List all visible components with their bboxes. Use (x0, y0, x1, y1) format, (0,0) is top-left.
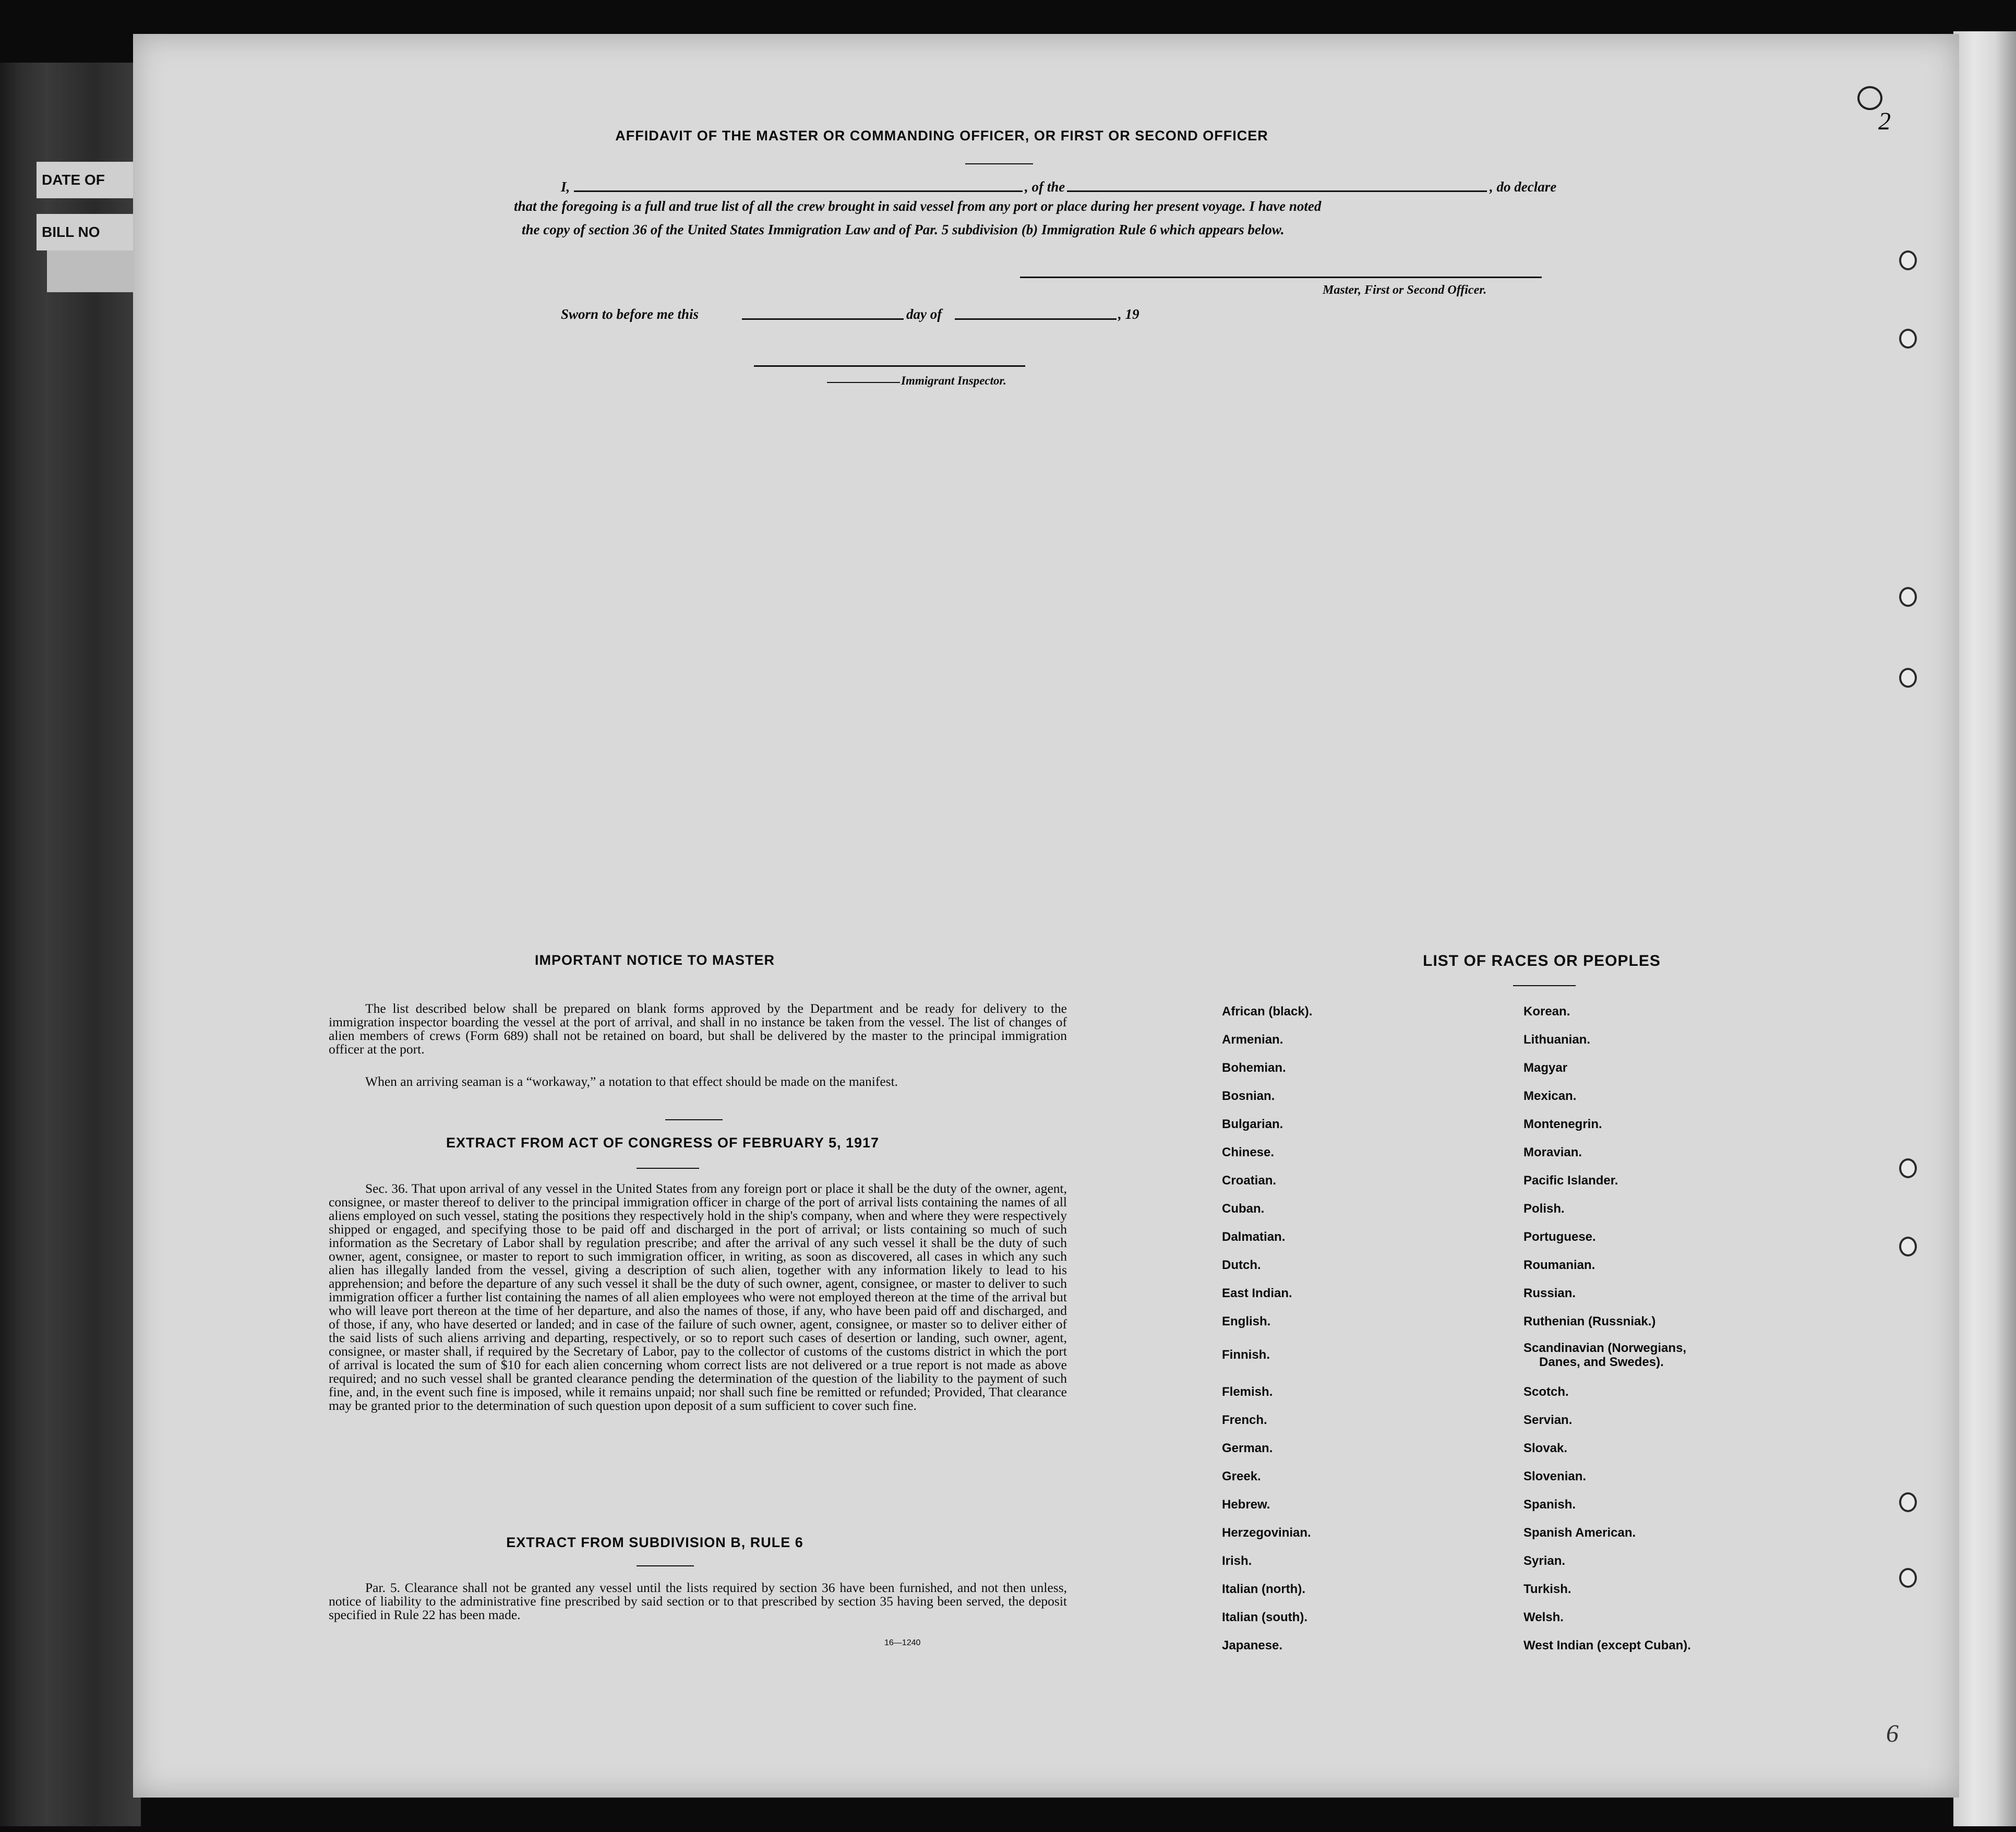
race-item: Spanish American. (1523, 1526, 1636, 1540)
race-item: Irish. (1222, 1554, 1252, 1568)
race-item: Pacific Islander. (1523, 1174, 1618, 1188)
race-item: Turkish. (1523, 1582, 1571, 1596)
sworn-start: Sworn to before me this (561, 306, 699, 322)
punch-hole (1899, 587, 1917, 607)
scrap-date-label: DATE OF (37, 162, 141, 198)
race-item: Bosnian. (1222, 1089, 1275, 1103)
notice-para2: When an arriving seaman is a “workaway,” a notation to that effect should be made on the manifest. (365, 1074, 898, 1089)
race-item: Servian. (1523, 1413, 1573, 1427)
affidavit-title: AFFIDAVIT OF THE MASTER OR COMMANDING OFFICER, OR FIRST OR SECOND OFFICER (615, 128, 1268, 143)
notice-title: IMPORTANT NOTICE TO MASTER (535, 952, 775, 968)
race-item: Montenegrin. (1523, 1117, 1602, 1131)
race-item: Ruthenian (Russniak.) (1523, 1314, 1656, 1328)
race-item: German. (1222, 1441, 1273, 1455)
corner-ring-mark (1857, 86, 1882, 110)
punch-hole (1899, 668, 1917, 688)
extract-rule-title: EXTRACT FROM SUBDIVISION B, RULE 6 (506, 1535, 803, 1550)
inspector-short-rule (827, 382, 900, 383)
scrap-stamp (47, 250, 136, 292)
signature-label: Master, First or Second Officer. (1323, 283, 1487, 297)
sworn-end: , 19 (1118, 306, 1139, 322)
punch-hole (1899, 1237, 1917, 1256)
punch-hole (1899, 1158, 1917, 1178)
race-item: Magyar (1523, 1061, 1568, 1075)
race-item: Mexican. (1523, 1089, 1577, 1103)
notice-para1: The list described below shall be prepared on blank forms approved by the Department and be ready for delivery to the immigration inspector boarding the vessel at the port of arrival, and shall in no instance be taken from the vessel. The list of changes of alien members of crews (Form 689) shall not be retained on board, but shall be delivered by the master to the principal immigration officer at the port. (329, 1001, 1067, 1057)
race-item: Dalmatian. (1222, 1230, 1286, 1244)
race-item: Finnish. (1222, 1348, 1270, 1362)
punch-hole (1899, 250, 1917, 270)
race-item: Lithuanian. (1523, 1033, 1590, 1047)
punch-hole (1899, 1568, 1917, 1588)
affidavit-line1-end: , do declare (1490, 179, 1557, 195)
race-item: Armenian. (1222, 1033, 1283, 1047)
race-item: Slovenian. (1523, 1469, 1587, 1483)
extract-act-text: Sec. 36. That upon arrival of any vessel in the United States from any foreign port or place it shall be the duty of the owner, agent, consignee, or master thereof to deliver to the principal immigration officer in charge of the port of arrival lists containing the names of all aliens employed on such vessel, stating the positions they respectively hold in the ship's company, when and where they were respectively shipped or engaged, and specifying those to be paid off and discharged in the port of arrival; or lists containing so much of such information as the Secretary of Labor shall by regulation prescribe; and after the arrival of any such vessel it shall be the duty of such owner, agent, consignee, or master to report to such immigration officer, in writing, as soon as discovered, all cases in which any such alien has illegally landed from the vessel, giving a description of such alien, together with any information likely to lead to his apprehension; and before the departure of any such vessel it shall be the duty of such owner, agent, consignee, or master to deliver to such immigration officer a further list containing the names of all alien employees who were not employed thereon at the time of the arrival but who will leave port thereon at the time of her departure, and also the names of those, if any, who have been paid off and discharged, and of those, if any, who have deserted or landed; and in case of the failure of such owner, agent, consignee, or master so to deliver either of the said lists of such aliens arriving and departing, respectively, or so to report such cases of desertion or landing, such owner, agent, consignee, or master shall, if required by the Secretary of Labor, pay to the collector of customs of the customs district in which the port of arrival is located the sum of $10 for each alien concerning whom correct lists are not delivered or a true report is not made as above required; and no such vessel shall be granted clearance pending the determination of the question of the liability to the payment of such fine, and, in the event such fine is imposed, while it remains unpaid; nor shall such fine be remitted or refunded; Provided, That clearance may be granted prior to the determination of such question upon deposit of a sum sufficient to cover such fine. (329, 1181, 1067, 1413)
race-item: Welsh. (1523, 1610, 1564, 1624)
notice-divider (665, 1119, 723, 1120)
race-item: Greek. (1222, 1469, 1261, 1483)
race-item: Scandinavian (Norwegians, (1523, 1341, 1687, 1355)
margin-mark-bottom: 6 (1886, 1720, 1899, 1747)
race-item: Herzegovinian. (1222, 1526, 1311, 1540)
punch-hole (1899, 1492, 1917, 1512)
race-item: Polish. (1523, 1202, 1565, 1216)
affidavit-line1-start: I, (561, 179, 570, 195)
race-item: Russian. (1523, 1286, 1576, 1300)
race-item: Chinese. (1222, 1145, 1275, 1159)
race-item: Croatian. (1222, 1174, 1277, 1188)
races-title: LIST OF RACES OR PEOPLES (1423, 952, 1661, 969)
race-item: Korean. (1523, 1004, 1570, 1019)
race-item: Roumanian. (1523, 1258, 1595, 1272)
race-item: Japanese. (1222, 1638, 1283, 1653)
race-item: Cuban. (1222, 1202, 1265, 1216)
race-item: Portuguese. (1523, 1230, 1596, 1244)
sworn-mid: day of (906, 306, 942, 322)
inspector-blank (754, 365, 1025, 367)
scrap-bill-label: BILL NO (37, 214, 141, 250)
race-item: Dutch. (1222, 1258, 1261, 1272)
right-edge-strip (1953, 31, 2016, 1826)
race-item: Italian (north). (1222, 1582, 1305, 1596)
extract-act-underline (637, 1168, 699, 1169)
race-item: Hebrew. (1222, 1498, 1270, 1512)
punch-hole (1899, 329, 1917, 349)
race-item: West Indian (except Cuban). (1523, 1638, 1691, 1653)
race-item: East Indian. (1222, 1286, 1292, 1300)
race-item: French. (1222, 1413, 1267, 1427)
extract-rule-text: Par. 5. Clearance shall not be granted any vessel until the lists required by section 36 have been furnished, and not then unless, notice of liability to the administrative fine prescribed by said section or to that prescribed by section 35 having been served, the deposit specified in Rule 22 has been made. (329, 1580, 1067, 1622)
races-underline (1513, 985, 1576, 986)
signature-blank (1020, 277, 1542, 278)
race-item: Slovak. (1523, 1441, 1568, 1455)
affidavit-line3: the copy of section 36 of the United States Immigration Law and of Par. 5 subdivision (b) Immigration Rule 6 which appears below. (522, 222, 1285, 237)
race-item: Flemish. (1222, 1385, 1273, 1399)
title-underline (965, 163, 1033, 164)
document-sheet (133, 34, 1959, 1798)
race-item: Bulgarian. (1222, 1117, 1283, 1131)
extract-act-title: EXTRACT FROM ACT OF CONGRESS OF FEBRUARY 5, 1917 (446, 1135, 880, 1151)
race-item: Bohemian. (1222, 1061, 1286, 1075)
race-item: Spanish. (1523, 1498, 1576, 1512)
race-item: English. (1222, 1314, 1271, 1328)
race-item: Moravian. (1523, 1145, 1582, 1159)
race-item: African (black). (1222, 1004, 1313, 1019)
race-item: Scotch. (1523, 1385, 1569, 1399)
vessel-blank (1080, 190, 1487, 192)
sworn-month-blank (955, 318, 1117, 320)
race-item: Syrian. (1523, 1554, 1566, 1568)
affidavit-line1-mid: , of the (1023, 179, 1067, 195)
inspector-label: Immigrant Inspector. (901, 374, 1006, 387)
race-item-continued: Danes, and Swedes). (1539, 1355, 1664, 1369)
race-item: Italian (south). (1222, 1610, 1307, 1624)
sworn-day-blank (742, 318, 904, 320)
affidavit-line2: that the foregoing is a full and true list of all the crew brought in said vessel from any port or place during her present voyage. I have noted (514, 198, 1322, 214)
margin-mark-top: 2 (1878, 107, 1891, 135)
left-torn-scrap (0, 63, 141, 1826)
form-number: 16—1240 (884, 1638, 921, 1647)
extract-rule-underline (637, 1565, 694, 1566)
